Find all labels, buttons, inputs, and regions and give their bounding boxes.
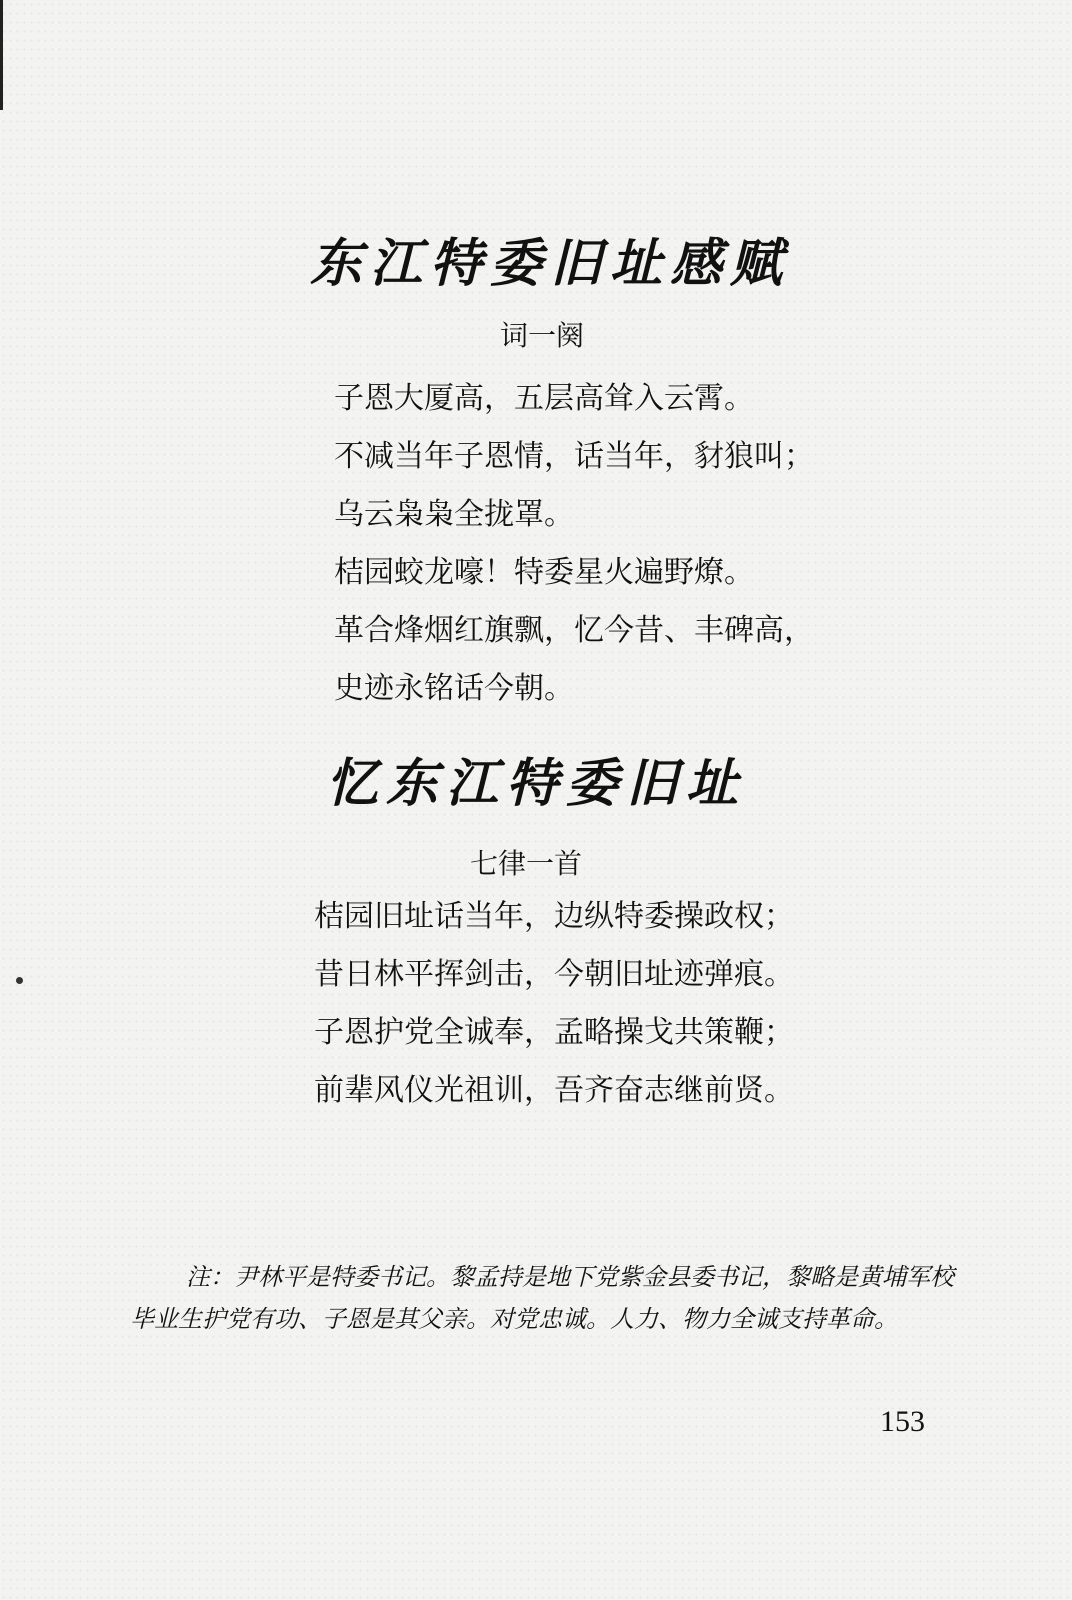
- binding-edge-mark: [0, 0, 3, 110]
- poem-2-title: 忆东江特委旧址: [325, 753, 746, 814]
- page-number: 153: [880, 1405, 925, 1438]
- poem-1-line: 革合烽烟红旗飘，忆今昔、丰碑高，: [334, 613, 814, 648]
- poem-1-title: 东江特委旧址感赋: [309, 233, 790, 294]
- poem-2-subtitle: 七律一首: [469, 847, 582, 880]
- poem-2-line: 昔日林平挥剑击，今朝旧址迹弹痕。: [314, 957, 794, 992]
- poem-2-verse: [314, 888, 794, 1120]
- poem-1-subtitle: 词一阕: [499, 319, 584, 352]
- ink-dot-mark: [16, 977, 23, 984]
- poem-1-line: 史迹永铭话今朝。: [334, 671, 574, 706]
- poem-1-line: 子恩大厦高，五层高耸入云霄。: [334, 381, 754, 416]
- poem-2-line: 前辈风仪光祖训，吾齐奋志继前贤。: [314, 1073, 794, 1108]
- poem-1-line: 乌云枭枭全拢罩。: [334, 497, 574, 532]
- poem-1-line: 桔园蛟龙嚎！特委星火遍野燎。: [334, 555, 754, 590]
- poem-2-line: 桔园旧址话当年，边纵特委操政权；: [314, 899, 794, 934]
- poem-1-line: 不减当年子恩情，话当年，豺狼叫；: [334, 439, 814, 474]
- poem-1-verse: [334, 370, 814, 718]
- poem-2-line: 子恩护党全诚奉，孟略操戈共策鞭；: [314, 1015, 794, 1050]
- footnote: 注：尹林平是特委书记。黎孟持是地下党紫金县委书记，黎略是黄埔军校毕业生护党有功、子恩是其父亲。对党忠诚。人力、物力全诚支持革命。: [130, 1263, 954, 1333]
